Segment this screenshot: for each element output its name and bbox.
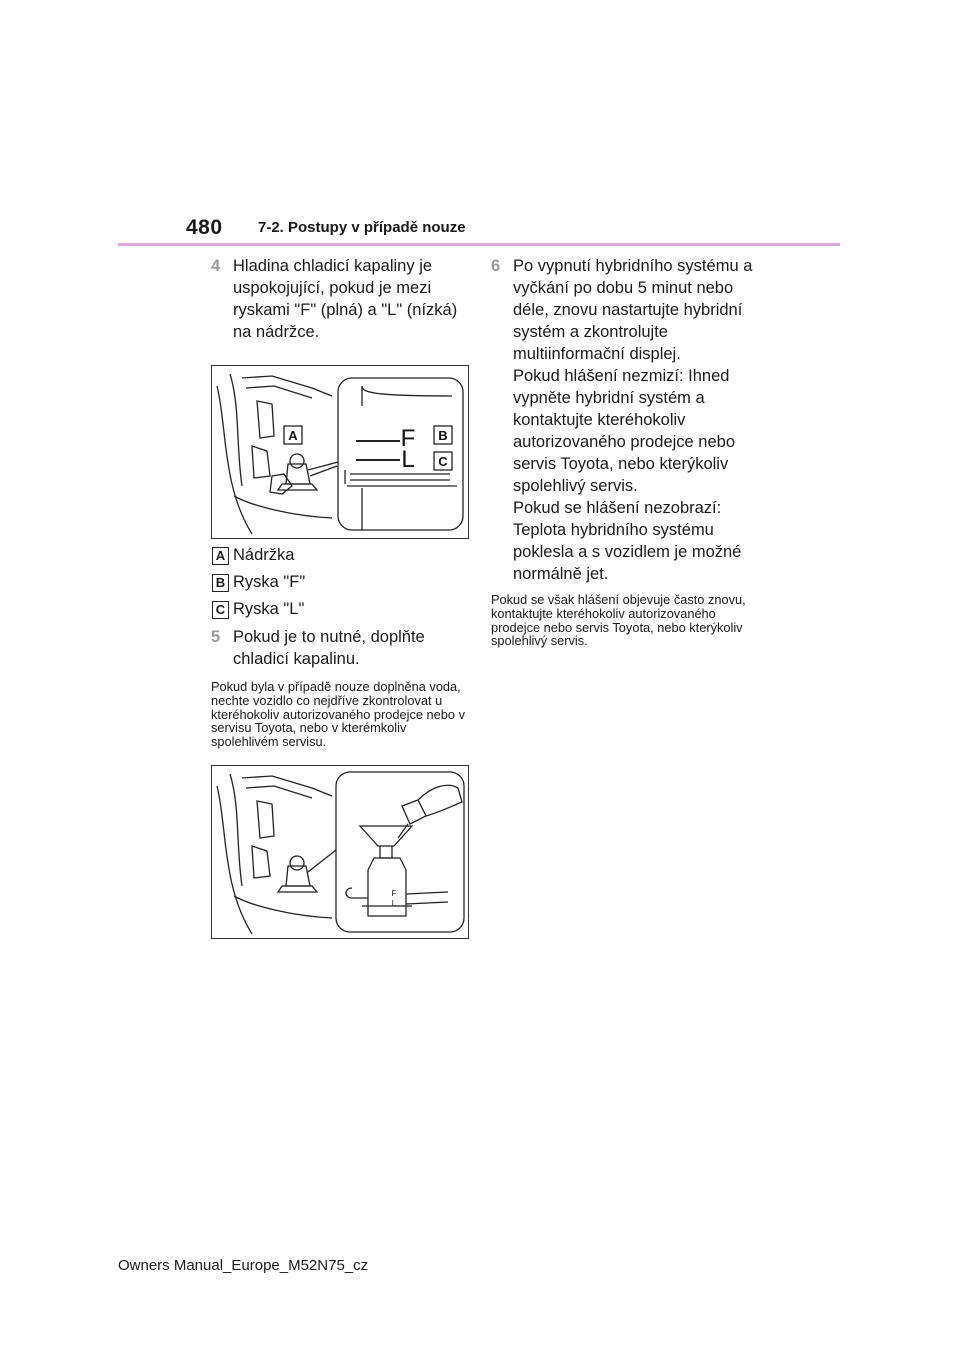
footer: Owners Manual_Europe_M52N75_cz: [118, 1257, 369, 1274]
legend-text: Nádržka: [233, 546, 295, 564]
legend-text: Ryska "L": [233, 600, 305, 618]
step-6: [491, 255, 761, 585]
tank-mark-f: F: [391, 888, 397, 898]
step-text: Po vypnutí hybridního systému a vyčkání po dobu 5 minut nebo déle, znovu nastartujte hybridní systém a zkontrolujte multiinformační displej.: [513, 257, 753, 363]
section-title: 7-2. Postupy v případě nouze: [258, 219, 466, 236]
step-5: [211, 626, 473, 670]
coolant-level-drawing: [212, 366, 468, 538]
step-text: Hladina chladicí kapaliny je uspokojující, pokud je mezi ryskami "F" (plná) a "L" (nízká) na nádržce.: [233, 257, 458, 341]
legend-letter: C: [212, 601, 229, 619]
legend-text: Ryska "F": [233, 573, 306, 591]
step-number: 4: [211, 257, 221, 275]
mark-f: F: [400, 425, 416, 452]
page-number: 480: [186, 216, 223, 239]
step-text-continued: Pokud se hlášení nezobrazí: Teplota hybridního systému poklesla a s vozidlem je možné normálně jet.: [513, 499, 742, 583]
callout-c: C: [438, 454, 448, 469]
step-text: Pokud je to nutné, doplňte chladicí kapalinu.: [233, 628, 425, 668]
legend-letter: B: [212, 574, 229, 592]
tank-mark-l: L: [391, 898, 397, 908]
step-number: 5: [211, 628, 221, 646]
legend-letter: A: [212, 547, 229, 565]
callout-a: A: [288, 428, 298, 443]
refill-drawing: [212, 766, 468, 938]
header-rule: [118, 243, 840, 246]
step-number: 6: [491, 257, 501, 275]
legend-item-b: [211, 571, 473, 593]
note-right: Pokud se však hlášení objevuje často znovu, kontaktujte kteréhokoliv autorizovaného prodejce nebo servis Toyota, nebo kterýkoliv spolehlivý servis.: [491, 592, 746, 649]
legend-item-a: [211, 544, 473, 566]
coolant-level-illustration: [211, 365, 469, 539]
refill-illustration: [211, 765, 469, 939]
note-left: Pokud byla v případě nouze doplněna voda, nechte vozidlo co nejdříve zkontrolovat u kteréhokoliv autorizovaného prodejce nebo v servisu Toyota, nebo v kterémkoliv spolehlivém servisu.: [211, 679, 465, 750]
callout-b: B: [438, 428, 448, 443]
step-text-continued: Pokud hlášení nezmizí: Ihned vypněte hybridní systém a kontaktujte kteréhokoliv autorizovaného prodejce nebo servis Toyota, nebo kterýkoliv spolehlivý servis.: [513, 367, 736, 495]
right-column: [491, 255, 761, 648]
step-4: [211, 255, 473, 343]
mark-l: L: [401, 446, 415, 473]
left-column: [211, 255, 473, 939]
legend-item-c: [211, 598, 473, 620]
